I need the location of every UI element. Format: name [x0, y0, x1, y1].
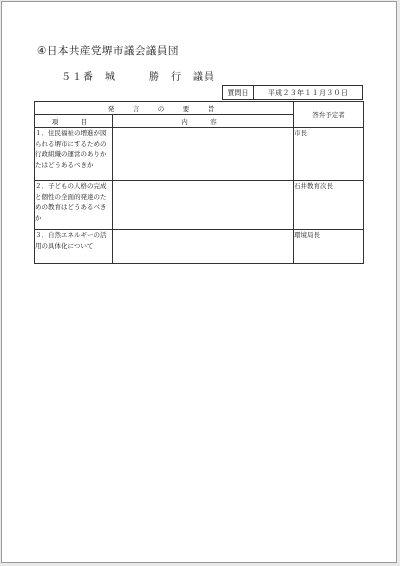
respondent-header: 答弁予定者	[294, 102, 364, 128]
question-date-box	[222, 85, 363, 100]
item-header: 項 目	[35, 115, 113, 128]
question-date-value: 平成２３年１１月３０日	[267, 88, 349, 97]
content-cell	[113, 230, 294, 264]
respondent-cell: 市長	[294, 128, 364, 181]
table-row	[35, 230, 364, 264]
party-heading: ④日本共産党堺市議会議員団	[37, 45, 179, 57]
table-row	[35, 181, 364, 230]
respondent-cell: 環境局長	[294, 230, 364, 264]
content-header: 内 容	[113, 115, 294, 128]
respondent-cell: 石井教育次長	[294, 181, 364, 230]
content-cell	[113, 181, 294, 230]
item-cell: ３．自然エネルギーの活用の具体化について	[35, 230, 113, 264]
member-name: ５１番 城 勝 行 議員	[61, 72, 215, 83]
item-cell: １．住民福祉の増進が図られる堺市にするための行政組織の運営のありかたはどうあるべきか	[35, 128, 113, 181]
speech-summary-table	[34, 101, 364, 264]
item-cell: ２．子どもの人格の完成と個性の全面的発達のための教育はどうあるべきか	[35, 181, 113, 230]
content-cell	[113, 128, 294, 181]
table-row	[35, 128, 364, 181]
question-date-label: 質問日	[223, 86, 254, 99]
table-title: 発 言 の 要 旨	[35, 102, 294, 115]
